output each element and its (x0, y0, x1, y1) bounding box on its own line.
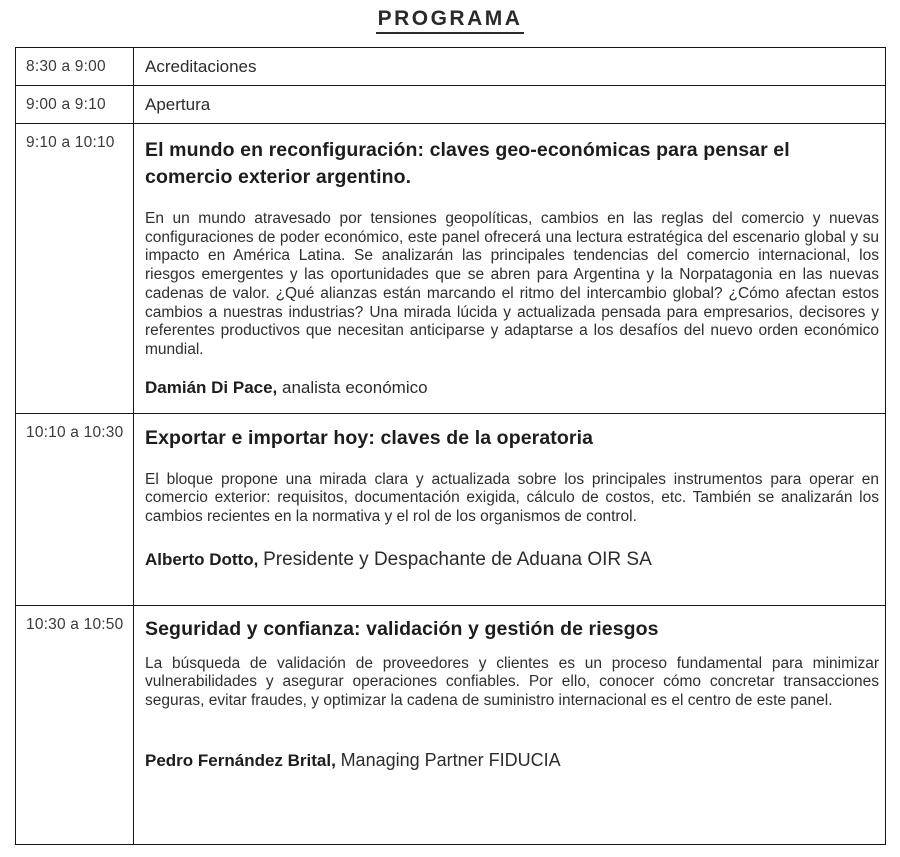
speaker-name: Pedro Fernández Brital, (145, 750, 336, 770)
time-slot: 10:30 a 10:50 (16, 606, 134, 844)
table-row-acreditaciones (16, 48, 885, 86)
speaker-line (145, 378, 879, 398)
table-row-seguridad-confianza (16, 606, 885, 844)
time-slot: 9:10 a 10:10 (16, 124, 134, 413)
session-content (134, 414, 885, 605)
page-title: PROGRAMA (376, 7, 525, 34)
time-slot: 10:10 a 10:30 (16, 414, 134, 605)
table-row-panel-geoeconomico (16, 124, 885, 414)
session-content (134, 606, 885, 844)
session-content (134, 124, 885, 413)
speaker-line (145, 549, 879, 571)
schedule-table (15, 47, 886, 845)
speaker-name: Alberto Dotto, (145, 549, 259, 569)
speaker-role: Presidente y Despachante de Aduana OIR SA (263, 548, 652, 570)
speaker-role: Managing Partner FIDUCIA (340, 749, 561, 770)
session-description: En un mundo atravesado por tensiones geopolíticas, cambios en las reglas del comercio y nuevas configuraciones de poder económico, este panel ofrecerá una lectura estratégica del escenario global y su impacto en América Latina. Se analizarán las principales tendencias del comercio internacional, los riesgos emergentes y las oportunidades que se abren para Argentina y la Norpatagonia en las nuevas cadenas de valor. ¿Qué alianzas están marcando el ritmo del intercambio global? ¿Cómo afectan estos cambios a nuestras industrias? Una mirada lúcida y actualizada pensada para empresarios, decisores y referentes productivos que necesitan anticiparse y adaptarse a los desafíos del nuevo orden económico mundial. (145, 210, 879, 358)
time-slot: 9:00 a 9:10 (16, 86, 134, 123)
session-heading: Seguridad y confianza: validación y gestión de riesgos (145, 617, 659, 640)
session-title: Apertura (145, 94, 211, 114)
title-container (0, 0, 900, 34)
speaker-name: Damián Di Pace, (145, 377, 278, 397)
table-row-exportar-importar (16, 414, 885, 606)
session-heading: El mundo en reconfiguración: claves geo-económicas para pensar el comercio exterior argentino. (145, 139, 790, 188)
session-title: Acreditaciones (145, 56, 257, 76)
session-description: El bloque propone una mirada clara y actualizada sobre los principales instrumentos para operar en comercio exterior: requisitos, documentación exigida, cálculo de costos, etc. También se analizarán los cambios recientes en la normativa y el rol de los organismos de control. (145, 470, 879, 526)
table-row-apertura (16, 86, 885, 124)
speaker-role: analista económico (282, 377, 428, 397)
session-description: La búsqueda de validación de proveedores y clientes es un proceso fundamental para minimizar vulnerabilidades y asegurar operaciones confiables. Por ello, conocer cómo concretar transacciones seguras, evitar fraudes, y optimizar la cadena de suministro internacional es el centro de este panel. (145, 654, 879, 710)
session-heading: Exportar e importar hoy: claves de la operatoria (145, 426, 594, 449)
speaker-line (145, 750, 879, 771)
time-slot: 8:30 a 9:00 (16, 48, 134, 85)
